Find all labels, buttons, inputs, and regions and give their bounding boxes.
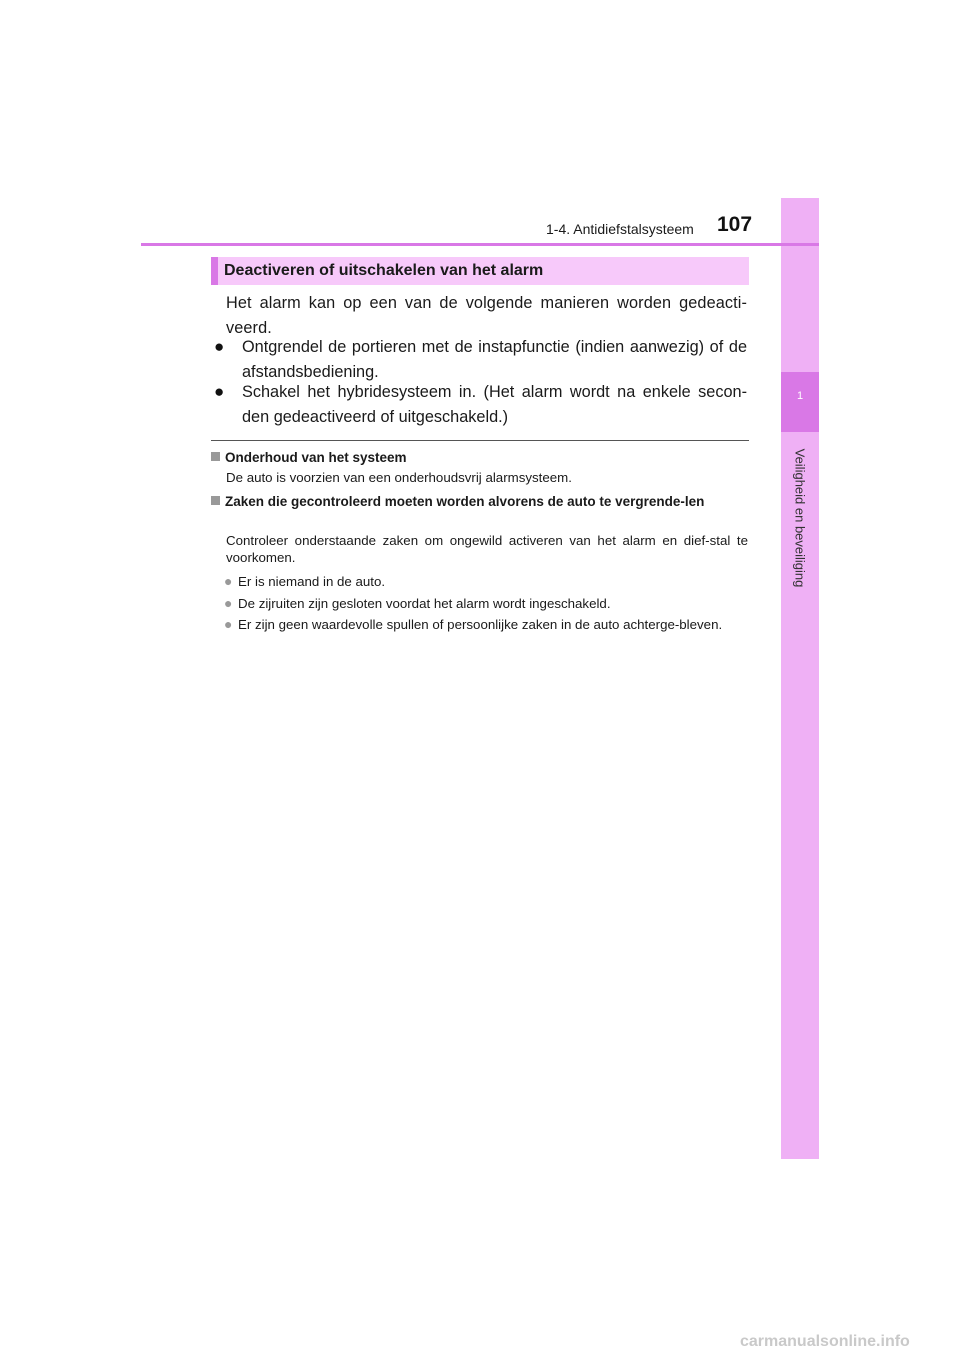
page-number: 107: [717, 213, 753, 236]
chapter-tab-strip: [781, 198, 819, 1159]
section-divider: [211, 440, 749, 441]
header-rule: [141, 243, 819, 246]
square-marker-icon: [211, 496, 220, 505]
note-list-item: ● De zijruiten zijn gesloten voordat het alarm wordt ingeschakeld.: [224, 595, 611, 611]
list-item-text: Ontgrendel de portieren met de instapfunctie (indien aanwezig) of de afstandsbediening.: [242, 338, 747, 381]
section-title: Deactiveren of uitschakelen van het alarm: [224, 262, 544, 279]
chapter-title: Veiligheid en beveiliging: [792, 448, 808, 588]
list-item-text: Schakel het hybridesysteem in. (Het alarm wordt na enkele secon-den gedeactiveerd of uitgeschakeld.): [242, 383, 747, 426]
list-item: [214, 335, 747, 384]
grey-bullet-icon: ●: [224, 573, 233, 589]
note-list-item: ● Er is niemand in de auto.: [224, 573, 386, 589]
grey-bullet-icon: ●: [224, 595, 233, 611]
note-body: Controleer onderstaande zaken om ongewild activeren van het alarm en dief-stal te voorkomen.: [226, 533, 748, 565]
bullet-icon: ●: [214, 337, 225, 356]
note-heading: Zaken die gecontroleerd moeten worden alvorens de auto te vergrende-len: [211, 494, 748, 510]
note-body: De auto is voorzien van een onderhoudsvrij alarmsysteem.: [226, 470, 572, 485]
watermark: carmanualsonline.info: [740, 1333, 910, 1350]
chapter-number: 1: [796, 390, 804, 402]
chapter-number-box: [781, 372, 819, 432]
square-marker-icon: [211, 452, 220, 461]
grey-bullet-icon: ●: [224, 616, 233, 632]
note-heading: Onderhoud van het systeem: [211, 450, 748, 466]
bullet-icon: ●: [214, 382, 225, 401]
header-section-title: 1-4. Antidiefstalsysteem: [546, 221, 694, 237]
list-item: [214, 380, 747, 429]
section-intro: Het alarm kan op een van de volgende manieren worden gedeacti-veerd.: [226, 294, 747, 337]
note-list-item: ● Er zijn geen waardevolle spullen of persoonlijke zaken in de auto achterge-bleven.: [224, 616, 723, 632]
